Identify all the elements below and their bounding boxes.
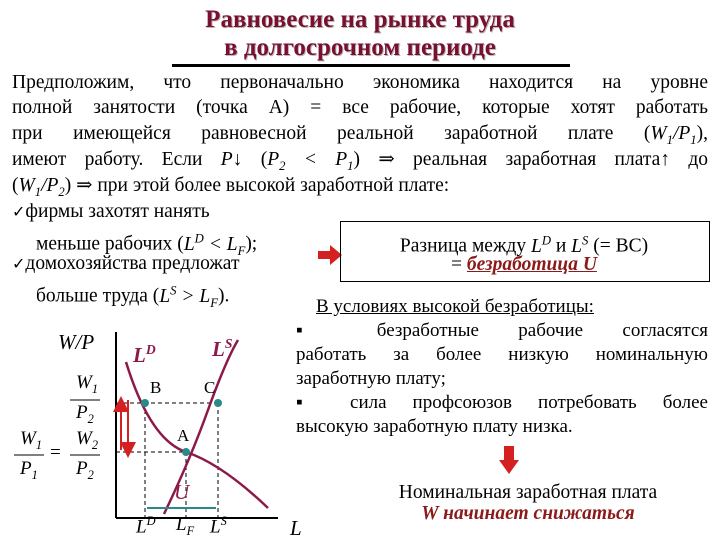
frac-p2: $P_2$ <box>76 402 94 426</box>
right-bullet-2-cont: высокую заработную плату низка. <box>296 416 573 437</box>
page-title: Равновесие на рынке труда <box>205 6 515 33</box>
right-bullet-2: ▪ сила профсоюзов потребовать более <box>296 392 708 413</box>
supply-label: $L^S$ <box>212 336 233 361</box>
bullet-firms-cont: меньше рабочих $(L^D < L_F)$; <box>36 231 258 258</box>
bullet-firms: ✓фирмы захотят нанять <box>12 201 210 222</box>
title-underline <box>172 64 570 67</box>
right-bullet-1-end: заработную плату; <box>296 368 446 389</box>
bullet-households-cont: больше труда $(L^S > L_F)$. <box>36 283 230 310</box>
arrow-down-icon <box>499 446 519 474</box>
frac-w1b: $W_1$ <box>20 428 42 452</box>
x-axis-label: L <box>290 516 302 540</box>
frac-p2b: $P_2$ <box>76 458 94 482</box>
frac-w2: $W_2$ <box>76 428 98 452</box>
intro-line-1: Предположим, что первоначально экономика находится на уровне <box>12 72 708 93</box>
y-axis-label: W/P <box>58 330 95 354</box>
point-c <box>214 399 222 407</box>
bottom-line-1: Номинальная заработная плата <box>398 482 658 503</box>
bullet-square-icon: ▪ <box>296 392 324 413</box>
box-line-2: = безработица U <box>451 254 597 275</box>
intro-line-5: $(W_1/P_2)$ ⇒ при этой более высокой заработной плате: <box>12 175 450 199</box>
box-line-1: Разница между $L^D$ и $L^S$ (= ВС) <box>399 233 649 257</box>
bullet-square-icon: ▪ <box>296 320 338 341</box>
intro-line-3: при имеющейся равновесной реальной заработной плате $(W_1/P_1)$, <box>12 123 708 147</box>
intro-line-2: полной занятости (точка А) = все рабочие, которые хотят работать <box>12 97 708 118</box>
point-c-label: C <box>204 378 216 397</box>
point-a-label: A <box>177 426 190 445</box>
unemployment-label: U <box>174 480 190 504</box>
arrow-right-icon <box>318 245 342 265</box>
point-b-label: B <box>150 378 162 397</box>
point-a <box>182 448 190 456</box>
intro-line-4: имеют работу. Если P↓ $(P_2 < P_1)$ ⇒ реальная заработная плата↑ до <box>12 149 708 173</box>
demand-label: $L^D$ <box>133 342 156 367</box>
demand-curve <box>126 362 268 508</box>
page-subtitle: в долгосрочном периоде <box>224 34 496 61</box>
right-heading: В условиях высокой безработицы: <box>316 296 594 317</box>
checkmark-icon: ✓ <box>12 254 26 273</box>
right-bullet-1: ▪ безработные рабочие согласятся <box>296 320 708 341</box>
bottom-line-2: W начинает снижаться <box>421 503 635 524</box>
frac-w1: $W_1$ <box>76 372 98 396</box>
x-tick-ld: $L^D$ <box>136 514 156 538</box>
x-tick-ls: $L^S$ <box>210 514 227 538</box>
bullet-households: ✓домохозяйства предложат <box>12 253 240 274</box>
x-tick-lf: $L_F$ <box>176 514 195 538</box>
frac-p1: $P_1$ <box>20 458 38 482</box>
right-bullet-1-cont: работать за более низкую номинальную <box>296 344 708 365</box>
frac-equals: = <box>50 442 61 463</box>
point-b <box>141 399 149 407</box>
checkmark-icon: ✓ <box>12 202 26 221</box>
labor-market-graph <box>0 300 300 540</box>
